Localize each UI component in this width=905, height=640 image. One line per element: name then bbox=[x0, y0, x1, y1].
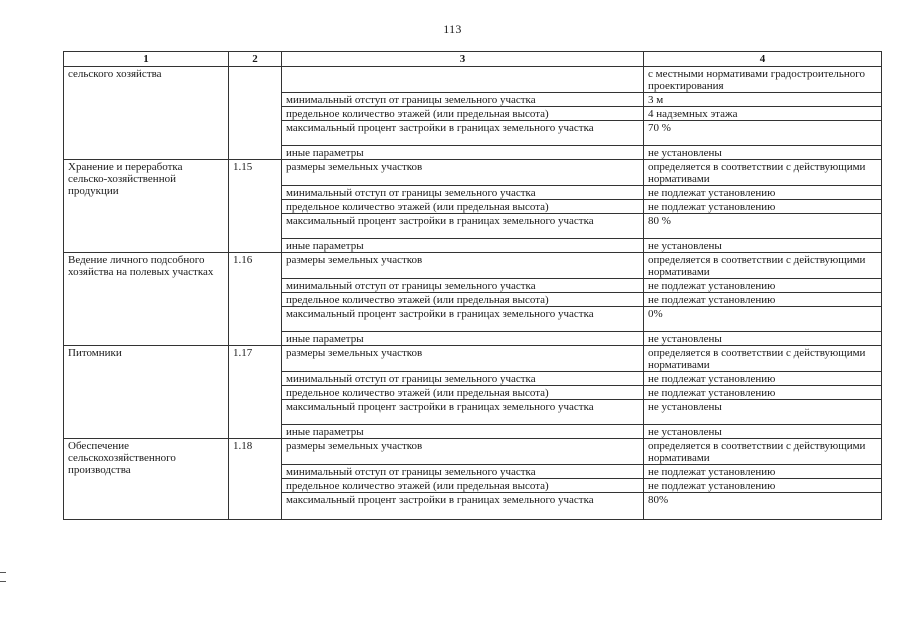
parameter-cell: минимальный отступ от границы земельного участка bbox=[282, 186, 644, 200]
parameter-value-cell: определяется в соответствии с действующими нормативами bbox=[644, 253, 882, 279]
parameter-cell: минимальный отступ от границы земельного участка bbox=[282, 465, 644, 479]
header-col-1: 1 bbox=[64, 52, 229, 67]
parameter-value-cell: 0% bbox=[644, 307, 882, 332]
land-use-name-cell: Питомники bbox=[64, 346, 229, 439]
parameter-value-cell: определяется в соответствии с действующими нормативами bbox=[644, 346, 882, 372]
parameter-cell: минимальный отступ от границы земельного участка bbox=[282, 279, 644, 293]
parameter-cell: предельное количество этажей (или предельная высота) bbox=[282, 200, 644, 214]
land-use-name-cell: Обеспечение сельскохозяйственного производства bbox=[64, 439, 229, 520]
parameter-cell: максимальный процент застройки в границах земельного участка bbox=[282, 400, 644, 425]
parameter-cell: размеры земельных участков bbox=[282, 253, 644, 279]
parameter-cell: иные параметры bbox=[282, 146, 644, 160]
parameter-cell: предельное количество этажей (или предельная высота) bbox=[282, 107, 644, 121]
parameter-cell: размеры земельных участков bbox=[282, 160, 644, 186]
parameter-value-cell: не подлежат установлению bbox=[644, 386, 882, 400]
parameter-value-cell: не установлены bbox=[644, 239, 882, 253]
parameter-cell: размеры земельных участков bbox=[282, 346, 644, 372]
parameter-value-cell: не подлежат установлению bbox=[644, 372, 882, 386]
land-use-code-cell: 1.15 bbox=[229, 160, 282, 253]
parameter-value-cell: не подлежат установлению bbox=[644, 279, 882, 293]
parameter-value-cell: 80 % bbox=[644, 214, 882, 239]
parameter-value-cell: не установлены bbox=[644, 146, 882, 160]
table-row bbox=[64, 160, 882, 186]
table-header bbox=[64, 52, 882, 67]
table-row bbox=[64, 67, 882, 93]
page-number: 113 bbox=[443, 22, 462, 36]
parameter-value-cell: не подлежат установлению bbox=[644, 200, 882, 214]
parameter-value-cell: определяется в соответствии с действующими нормативами bbox=[644, 160, 882, 186]
parameter-cell: размеры земельных участков bbox=[282, 439, 644, 465]
parameter-cell: максимальный процент застройки в границах земельного участка bbox=[282, 121, 644, 146]
parameter-value-cell: 3 м bbox=[644, 93, 882, 107]
parameter-cell: минимальный отступ от границы земельного участка bbox=[282, 372, 644, 386]
parameter-cell bbox=[282, 67, 644, 93]
parameter-cell: максимальный процент застройки в границах земельного участка bbox=[282, 214, 644, 239]
parameter-value-cell: не подлежат установлению bbox=[644, 293, 882, 307]
parameter-value-cell: не подлежат установлению bbox=[644, 479, 882, 493]
table-row bbox=[64, 346, 882, 372]
parameter-cell: минимальный отступ от границы земельного участка bbox=[282, 93, 644, 107]
parameter-cell: предельное количество этажей (или предельная высота) bbox=[282, 293, 644, 307]
table-row bbox=[64, 439, 882, 465]
parameter-value-cell: определяется в соответствии с действующими нормативами bbox=[644, 439, 882, 465]
parameter-cell: иные параметры bbox=[282, 239, 644, 253]
header-col-4: 4 bbox=[644, 52, 882, 67]
parameter-value-cell: не подлежат установлению bbox=[644, 186, 882, 200]
parameter-value-cell: не подлежат установлению bbox=[644, 465, 882, 479]
land-use-code-cell bbox=[229, 67, 282, 160]
table-body bbox=[64, 67, 882, 520]
parameter-value-cell: не установлены bbox=[644, 425, 882, 439]
parameter-value-cell: не установлены bbox=[644, 400, 882, 425]
table-row bbox=[64, 253, 882, 279]
parameter-value-cell: с местными нормативами градостроительного проектирования bbox=[644, 67, 882, 93]
parameter-cell: иные параметры bbox=[282, 332, 644, 346]
parameter-value-cell: не установлены bbox=[644, 332, 882, 346]
parameter-value-cell: 4 надземных этажа bbox=[644, 107, 882, 121]
parameter-cell: максимальный процент застройки в границах земельного участка bbox=[282, 307, 644, 332]
header-col-3: 3 bbox=[282, 52, 644, 67]
land-use-code-cell: 1.17 bbox=[229, 346, 282, 439]
parameter-cell: предельное количество этажей (или предельная высота) bbox=[282, 479, 644, 493]
parameter-cell: предельное количество этажей (или предельная высота) bbox=[282, 386, 644, 400]
parameter-value-cell: 80% bbox=[644, 493, 882, 520]
land-use-name-cell: Ведение личного подсобного хозяйства на полевых участках bbox=[64, 253, 229, 346]
parameter-cell: максимальный процент застройки в границах земельного участка bbox=[282, 493, 644, 520]
regulations-table bbox=[63, 51, 882, 520]
land-use-name-cell: Хранение и переработка сельско-хозяйственной продукции bbox=[64, 160, 229, 253]
parameter-cell: иные параметры bbox=[282, 425, 644, 439]
header-col-2: 2 bbox=[229, 52, 282, 67]
parameter-value-cell: 70 % bbox=[644, 121, 882, 146]
land-use-code-cell: 1.16 bbox=[229, 253, 282, 346]
margin-mark bbox=[0, 572, 6, 582]
land-use-code-cell: 1.18 bbox=[229, 439, 282, 520]
land-use-name-cell: сельского хозяйства bbox=[64, 67, 229, 160]
